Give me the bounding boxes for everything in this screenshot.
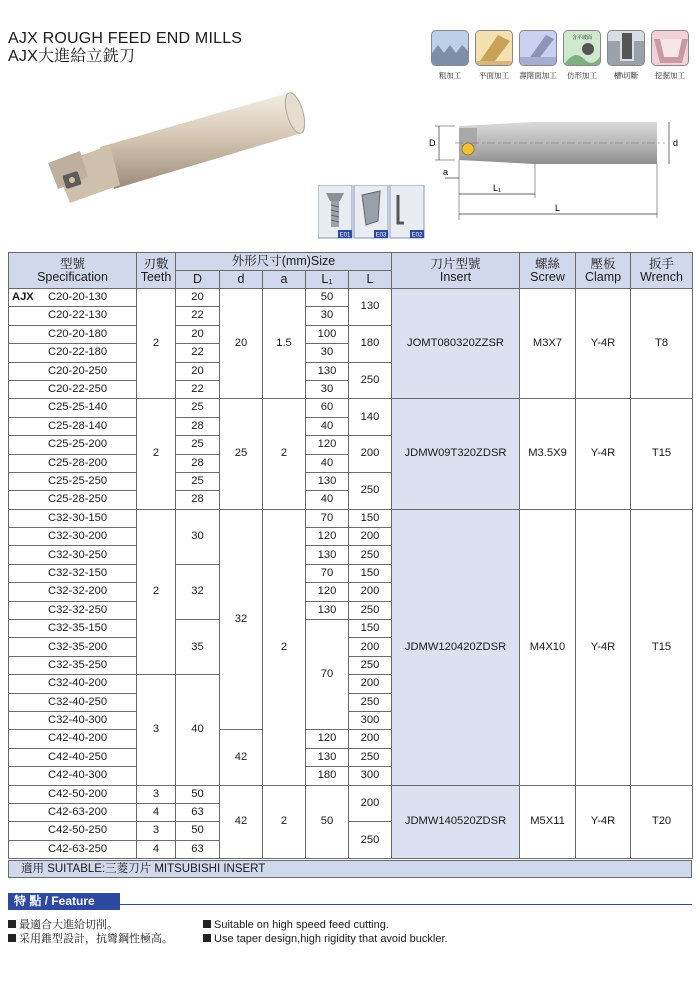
operation-icons — [430, 30, 692, 85]
L-cell: 150 — [349, 620, 392, 638]
teeth-cell: 3 — [137, 675, 176, 785]
spec-cell: C32-40-200 — [9, 675, 137, 693]
bullet-square-icon — [8, 934, 16, 942]
clamp-cell: Y-4R — [576, 785, 631, 859]
L-cell: 250 — [349, 693, 392, 711]
D-cell: 22 — [176, 307, 220, 325]
L1-cell: 40 — [306, 417, 349, 435]
D-cell: 28 — [176, 417, 220, 435]
D-cell: 35 — [176, 620, 220, 675]
L-cell: 200 — [349, 730, 392, 748]
feature-tag: 特 點 / Feature — [8, 893, 120, 910]
spec-cell: C32-30-200 — [9, 528, 137, 546]
teeth-cell: 2 — [137, 399, 176, 509]
L-cell: 250 — [349, 546, 392, 564]
L-cell: 300 — [349, 767, 392, 785]
D-cell: 63 — [176, 803, 220, 821]
table-row — [9, 785, 693, 803]
header-insert: 刀片型號 Insert — [392, 253, 520, 289]
L-cell: 130 — [349, 289, 392, 326]
clamp-cell: Y-4R — [576, 289, 631, 399]
tag-e03: E03 — [375, 232, 387, 239]
header-D: D — [176, 271, 220, 289]
table-row — [9, 289, 693, 307]
teeth-cell: 2 — [137, 289, 176, 399]
L-cell: 150 — [349, 509, 392, 527]
L1-cell: 30 — [306, 380, 349, 398]
op-pocketing — [650, 30, 690, 81]
D-cell: 20 — [176, 325, 220, 343]
features-chinese — [8, 918, 173, 946]
D-cell: 28 — [176, 491, 220, 509]
clamp-cell: Y-4R — [576, 509, 631, 785]
wrench-cell: T15 — [631, 509, 693, 785]
op-profile — [562, 30, 602, 81]
L1-cell: 120 — [306, 528, 349, 546]
d-cell: 42 — [220, 785, 263, 859]
L-cell: 200 — [349, 638, 392, 656]
header-L: L — [349, 271, 392, 289]
L1-cell: 70 — [306, 620, 349, 730]
op-label: 粗加工 — [438, 71, 462, 80]
spec-cell: C32-32-200 — [9, 583, 137, 601]
feature-divider — [120, 904, 692, 905]
spec-cell: C25-28-140 — [9, 417, 137, 435]
dim-L1: L₁ — [493, 183, 502, 193]
shoulder-milling-icon — [519, 30, 557, 66]
L-cell: 250 — [349, 472, 392, 509]
title-english: AJX ROUGH FEED END MILLS — [8, 30, 243, 47]
spec-cell: C20-22-180 — [9, 344, 137, 362]
op-label: 槽\切斷 — [613, 71, 639, 80]
L1-cell: 120 — [306, 583, 349, 601]
screw-cell: M3.5X9 — [520, 399, 576, 509]
feature-item: Suitable on high speed feed cutting. — [203, 918, 448, 932]
feature-item: Use taper design,high rigidity that avoid buckler. — [203, 932, 448, 946]
dim-D: D — [429, 138, 436, 148]
title-chinese: AJX大進給立銑刀 — [8, 48, 136, 65]
header-L1: L₁ — [306, 271, 349, 289]
L1-cell: 70 — [306, 564, 349, 582]
L1-cell: 100 — [306, 325, 349, 343]
L-cell: 200 — [349, 528, 392, 546]
L1-cell: 120 — [306, 436, 349, 454]
op-face — [474, 30, 514, 81]
L1-cell: 30 — [306, 307, 349, 325]
slotting-icon — [607, 30, 645, 66]
D-cell: 20 — [176, 289, 220, 307]
page-title — [8, 30, 242, 66]
D-cell: 25 — [176, 436, 220, 454]
spec-cell: C42-63-200 — [9, 803, 137, 821]
op-small-text: 含平坡面 — [571, 35, 592, 41]
op-label: 挖掘加工 — [655, 71, 685, 80]
spec-cell: C32-40-300 — [9, 711, 137, 729]
header-screw: 螺絲 Screw — [520, 253, 576, 289]
op-rough — [430, 30, 470, 81]
feature-header — [8, 893, 692, 910]
insert-cell: JDMW120420ZDSR — [392, 509, 520, 785]
dim-a: a — [443, 167, 449, 177]
D-cell: 28 — [176, 454, 220, 472]
suitable-note: 適用 SUITABLE:三菱刀片 MITSUBISHI INSERT — [8, 860, 692, 878]
D-cell: 22 — [176, 344, 220, 362]
L1-cell: 180 — [306, 767, 349, 785]
D-cell: 20 — [176, 362, 220, 380]
teeth-cell: 2 — [137, 509, 176, 675]
L1-cell: 30 — [306, 344, 349, 362]
L-cell: 200 — [349, 785, 392, 822]
a-cell: 1.5 — [263, 289, 306, 399]
dim-d: d — [673, 138, 679, 148]
L-cell: 250 — [349, 822, 392, 859]
L1-cell: 50 — [306, 785, 349, 859]
header-clamp: 壓板 Clamp — [576, 253, 631, 289]
op-slotting — [606, 30, 646, 81]
bullet-square-icon — [8, 920, 16, 928]
dim-L: L — [555, 203, 561, 213]
spec-cell: C42-40-250 — [9, 748, 137, 766]
a-cell: 2 — [263, 785, 306, 859]
specification-table — [8, 252, 693, 859]
component-images — [318, 185, 426, 240]
dimension-drawing — [425, 118, 693, 226]
insert-cell: JDMW09T320ZDSR — [392, 399, 520, 509]
L-cell: 250 — [349, 656, 392, 674]
spec-cell: C32-35-150 — [9, 620, 137, 638]
wrench-cell: T20 — [631, 785, 693, 859]
L-cell: 180 — [349, 325, 392, 362]
spec-cell: AJX C20-20-130 — [9, 289, 137, 307]
teeth-cell: 4 — [137, 803, 176, 821]
D-cell: 50 — [176, 785, 220, 803]
d-cell: 42 — [220, 730, 263, 785]
spec-cell: C42-50-250 — [9, 822, 137, 840]
wrench-cell: T8 — [631, 289, 693, 399]
spec-cell: C42-40-300 — [9, 767, 137, 785]
header-d: d — [220, 271, 263, 289]
op-label: 壽階面加工 — [519, 71, 557, 80]
clamp-cell: Y-4R — [576, 399, 631, 509]
L-cell: 250 — [349, 748, 392, 766]
teeth-cell: 3 — [137, 822, 176, 840]
screw-cell: M5X11 — [520, 785, 576, 859]
D-cell: 25 — [176, 399, 220, 417]
L1-cell: 130 — [306, 748, 349, 766]
L-cell: 300 — [349, 711, 392, 729]
D-cell: 32 — [176, 564, 220, 619]
tag-e01: E01 — [339, 232, 351, 239]
d-cell: 25 — [220, 399, 263, 509]
feature-item: 采用錐型設計，抗彎鋼性極高。 — [8, 932, 173, 946]
spec-cell: C32-35-200 — [9, 638, 137, 656]
spec-cell: C25-25-140 — [9, 399, 137, 417]
insert-cell: JDMW140520ZDSR — [392, 785, 520, 859]
spec-cell: C25-25-200 — [9, 436, 137, 454]
a-cell: 2 — [263, 509, 306, 785]
spec-cell: C42-63-250 — [9, 840, 137, 858]
header-teeth: 刃數 Teeth — [137, 253, 176, 289]
D-cell: 22 — [176, 380, 220, 398]
wrench-image — [390, 185, 424, 239]
spec-cell: C25-25-250 — [9, 472, 137, 490]
header-size: 外形尺寸(mm)Size — [176, 253, 392, 271]
L-cell: 140 — [349, 399, 392, 436]
a-cell: 2 — [263, 399, 306, 509]
L-cell: 200 — [349, 675, 392, 693]
L-cell: 200 — [349, 583, 392, 601]
spec-cell: C20-20-180 — [9, 325, 137, 343]
d-cell: 32 — [220, 509, 263, 730]
face-milling-icon — [475, 30, 513, 66]
op-label: 平面加工 — [479, 71, 509, 80]
spec-cell: C32-30-150 — [9, 509, 137, 527]
spec-cell: C32-32-150 — [9, 564, 137, 582]
D-cell: 25 — [176, 472, 220, 490]
screw-image — [318, 185, 352, 239]
feature-item: 最適合大進給切削。 — [8, 918, 173, 932]
L-cell: 150 — [349, 564, 392, 582]
L-cell: 250 — [349, 362, 392, 399]
clamp-image — [354, 185, 388, 239]
header-specification: 型號 Specification — [9, 253, 137, 289]
spec-cell: C42-40-200 — [9, 730, 137, 748]
header-a: a — [263, 271, 306, 289]
bullet-square-icon — [203, 920, 211, 928]
header-wrench: 扳手 Wrench — [631, 253, 693, 289]
screw-cell: M4X10 — [520, 509, 576, 785]
L1-cell: 50 — [306, 289, 349, 307]
spec-cell: C32-35-250 — [9, 656, 137, 674]
L1-cell: 130 — [306, 601, 349, 619]
D-cell: 63 — [176, 840, 220, 858]
features-english — [203, 918, 448, 946]
screw-cell: M3X7 — [520, 289, 576, 399]
L1-cell: 40 — [306, 491, 349, 509]
spec-cell: C20-22-130 — [9, 307, 137, 325]
L1-cell: 120 — [306, 730, 349, 748]
L1-cell: 40 — [306, 454, 349, 472]
op-label: 仿形加工 — [567, 71, 597, 80]
d-cell: 20 — [220, 289, 263, 399]
D-cell: 50 — [176, 822, 220, 840]
L1-cell: 130 — [306, 472, 349, 490]
L1-cell: 130 — [306, 546, 349, 564]
D-cell: 30 — [176, 509, 220, 564]
table-row — [9, 399, 693, 417]
table-row — [9, 509, 693, 527]
spec-cell: C32-40-250 — [9, 693, 137, 711]
insert-cell: JOMT080320ZZSR — [392, 289, 520, 399]
teeth-cell: 3 — [137, 785, 176, 803]
L1-cell: 70 — [306, 509, 349, 527]
L1-cell: 130 — [306, 362, 349, 380]
L-cell: 200 — [349, 436, 392, 473]
spec-cell: C42-50-200 — [9, 785, 137, 803]
tag-e02: E02 — [411, 232, 423, 239]
op-shoulder — [518, 30, 558, 81]
teeth-cell: 4 — [137, 840, 176, 858]
rough-machining-icon — [431, 30, 469, 66]
L-cell: 250 — [349, 601, 392, 619]
spec-cell: C20-22-250 — [9, 380, 137, 398]
spec-cell: C32-32-250 — [9, 601, 137, 619]
spec-cell: C25-28-200 — [9, 454, 137, 472]
profile-milling-icon — [563, 30, 601, 66]
spec-cell: C20-20-250 — [9, 362, 137, 380]
pocketing-icon — [651, 30, 689, 66]
L1-cell: 60 — [306, 399, 349, 417]
D-cell: 40 — [176, 675, 220, 785]
wrench-cell: T15 — [631, 399, 693, 509]
bullet-square-icon — [203, 934, 211, 942]
spec-cell: C25-28-250 — [9, 491, 137, 509]
end-mill-photo — [40, 85, 330, 215]
spec-cell: C32-30-250 — [9, 546, 137, 564]
